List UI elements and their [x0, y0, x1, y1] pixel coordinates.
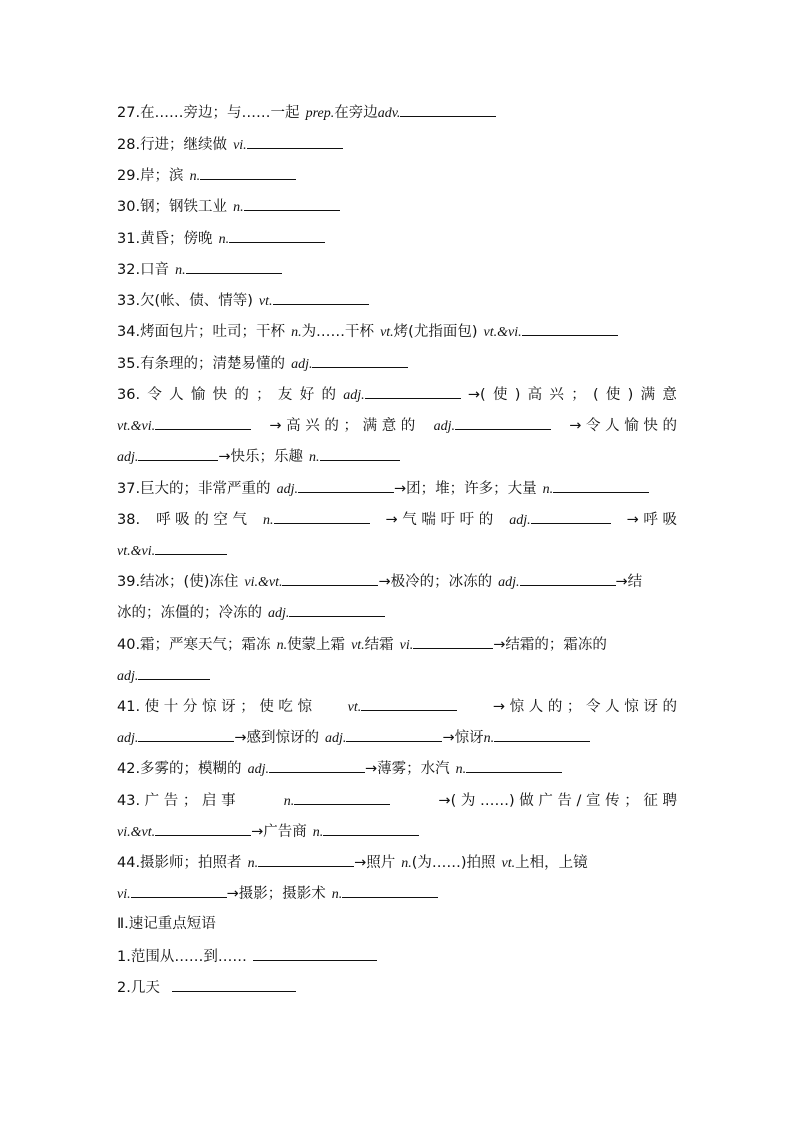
entry-meaning: 冰的；冻僵的；冷冻的: [117, 605, 262, 621]
entry-36-line-1: [117, 384, 677, 406]
entry-37: [117, 478, 677, 500]
entry-meaning: 欠(帐、债、情等): [140, 293, 253, 309]
entry-number: 33.: [117, 293, 141, 309]
char: 友: [277, 387, 293, 403]
answer-blank[interactable]: [244, 196, 340, 211]
entry-meaning: 44.摄影师；拍照者: [117, 855, 242, 871]
answer-blank[interactable]: [413, 634, 493, 649]
part-of-speech: adj.: [509, 513, 531, 528]
entry-42: [117, 758, 677, 780]
entry-33: [117, 290, 677, 312]
answer-blank[interactable]: [138, 446, 218, 461]
part-of-speech: n.: [312, 825, 324, 840]
pos-with-blank: [509, 509, 610, 531]
phrase-text: 1.范围从……到……: [117, 949, 247, 965]
part-of-speech: n.: [283, 794, 295, 809]
part-of-speech: n.: [247, 856, 259, 871]
answer-blank[interactable]: [200, 165, 296, 180]
char: 使: [605, 387, 621, 403]
entry-meaning: 烤(尤指面包): [393, 324, 478, 340]
part-of-speech: n.: [331, 887, 343, 902]
char: 令: [147, 387, 162, 403]
answer-blank[interactable]: [131, 883, 227, 898]
answer-blank[interactable]: [522, 321, 618, 336]
answer-blank[interactable]: [312, 353, 408, 368]
entry-number: 29.: [117, 168, 141, 184]
part-of-speech: n.: [218, 232, 230, 247]
answer-blank[interactable]: [138, 727, 234, 742]
char: 兴: [549, 387, 564, 403]
part-of-speech: vi.: [233, 138, 247, 153]
answer-blank[interactable]: [155, 821, 251, 836]
char: 满: [640, 387, 656, 403]
entry-number: 38.: [117, 512, 141, 528]
answer-blank[interactable]: [274, 509, 370, 524]
entry-number: 36.: [117, 387, 141, 403]
entry-meaning: →极冷的；冰冻的: [378, 574, 493, 590]
entry-number: 31.: [117, 231, 141, 247]
char: 快: [212, 387, 228, 403]
answer-blank[interactable]: [553, 478, 649, 493]
entry-29: [117, 165, 677, 187]
part-of-speech: adj.: [343, 388, 365, 403]
part-of-speech: vt.: [501, 856, 516, 871]
entry-38-line-1: [117, 509, 677, 531]
entry-31: [117, 228, 677, 250]
answer-blank[interactable]: [172, 977, 296, 992]
pos-with-blank: [263, 509, 370, 531]
answer-blank[interactable]: [258, 852, 354, 867]
char: 的: [321, 387, 336, 403]
char: (: [592, 387, 599, 403]
part-of-speech: n.: [175, 263, 186, 278]
answer-blank[interactable]: [298, 478, 394, 493]
answer-blank[interactable]: [342, 883, 438, 898]
entry-40-line-2: [117, 665, 677, 687]
answer-blank[interactable]: [520, 571, 616, 586]
entry-meaning: →广告商: [251, 824, 307, 840]
answer-blank[interactable]: [247, 134, 343, 149]
entry-meaning: 上相，上镜: [515, 855, 588, 871]
entry-meaning: 42.多雾的；模糊的: [117, 761, 242, 777]
part-of-speech: adv.: [377, 106, 401, 121]
char: 愉: [190, 387, 206, 403]
entry-meaning: →团；堆；许多；大量: [393, 481, 537, 497]
part-of-speech: adj.: [117, 731, 139, 746]
char: ): [627, 387, 634, 403]
entry-number: 28.: [117, 137, 141, 153]
part-of-speech: n.: [401, 856, 412, 871]
answer-blank[interactable]: [269, 758, 365, 773]
char: 的: [234, 387, 249, 403]
char: 好: [299, 387, 315, 403]
char: ；: [571, 387, 586, 403]
part-of-speech: n.: [542, 482, 554, 497]
entry-number: 32.: [117, 262, 141, 278]
entry-meaning: 39.结冰；(使)冻住: [117, 574, 239, 590]
entry-36-line-3: [117, 446, 677, 468]
answer-blank[interactable]: [289, 602, 385, 617]
part-of-speech: adj.: [117, 450, 139, 465]
answer-blank[interactable]: [466, 758, 562, 773]
entry-meaning: 烤面包片；吐司；干杯: [140, 324, 286, 340]
entry-meaning: → 气 喘 吁 吁 的: [385, 512, 494, 528]
entry-meaning: 结霜: [364, 637, 394, 653]
entry-meaning: 黄昏；傍晚: [140, 231, 213, 247]
answer-blank[interactable]: [346, 727, 442, 742]
entry-number: 27.: [117, 105, 141, 121]
answer-blank[interactable]: [282, 571, 378, 586]
entry-meaning: →感到惊讶的: [234, 730, 320, 746]
char: ): [514, 387, 521, 403]
phrase-text: 2.几天: [117, 980, 160, 996]
part-of-speech: vi.: [117, 887, 131, 902]
answer-blank[interactable]: [400, 102, 496, 117]
entry-meaning: (为……)拍照: [411, 855, 496, 871]
entry-meaning: 为……干杯: [301, 324, 375, 340]
char: 人: [169, 387, 184, 403]
char: 意: [662, 387, 677, 403]
char: 使: [492, 387, 508, 403]
part-of-speech: vt.&vi.: [483, 325, 522, 340]
entry-meaning: 钢；钢铁工业: [140, 199, 228, 215]
part-of-speech: n.: [233, 200, 244, 215]
entry-41-line-2: [117, 727, 677, 749]
phrase-1: [117, 946, 677, 967]
part-of-speech: vi.&vt.: [244, 575, 283, 590]
section-heading: Ⅱ.速记重点短语: [117, 916, 216, 932]
answer-blank[interactable]: [323, 821, 419, 836]
entry-32: [117, 259, 677, 281]
entry-40-line-1: [117, 634, 677, 656]
entry-meaning: →快乐；乐趣: [218, 449, 304, 465]
part-of-speech: n.: [483, 731, 495, 746]
answer-blank[interactable]: [155, 540, 227, 555]
answer-blank[interactable]: [294, 790, 390, 805]
answer-blank[interactable]: [253, 946, 377, 961]
part-of-speech: prep.: [305, 106, 335, 121]
entry-meaning: →结霜的；霜冻的: [493, 637, 607, 653]
answer-blank[interactable]: [186, 259, 282, 274]
char: 高: [527, 387, 543, 403]
answer-blank[interactable]: [273, 290, 369, 305]
entry-34: [117, 321, 677, 343]
part-of-speech: vt.: [347, 700, 362, 715]
entry-meaning: →结: [615, 574, 643, 590]
entry-meaning: 使蒙上霜: [287, 637, 346, 653]
part-of-speech: adj.: [433, 419, 455, 434]
entry-39-line-2: [117, 602, 677, 624]
entry-meaning: 岸；滨: [140, 168, 184, 184]
pos-with-blank: [284, 790, 391, 812]
entry-35: [117, 353, 677, 375]
pos-with-blank: [348, 696, 458, 718]
answer-blank[interactable]: [155, 415, 251, 430]
entry-meaning: →照片: [354, 855, 396, 871]
part-of-speech: adj.: [117, 669, 139, 684]
entry-41-line-1: [117, 696, 677, 718]
entry-number: 35.: [117, 356, 141, 372]
entry-28: [117, 134, 677, 156]
part-of-speech: vi.: [399, 638, 414, 653]
part-of-speech: n.: [455, 762, 467, 777]
entry-meaning: → 惊 人 的 ； 令 人 惊 讶 的: [492, 699, 677, 715]
part-of-speech: vi.&vt.: [117, 825, 156, 840]
part-of-speech: n.: [276, 638, 288, 653]
part-of-speech: n.: [189, 169, 201, 184]
entry-meaning: 41. 使 十 分 惊 讶 ； 使 吃 惊: [117, 699, 313, 715]
char: ；: [256, 387, 271, 403]
part-of-speech: adj.: [268, 606, 290, 621]
entry-meaning: 在……旁边；与……一起: [140, 105, 300, 121]
entry-43-line-1: [117, 790, 677, 812]
answer-blank[interactable]: [320, 446, 400, 461]
entry-39-line-1: [117, 571, 677, 593]
answer-blank[interactable]: [361, 696, 457, 711]
part-of-speech: n.: [291, 325, 302, 340]
part-of-speech: adj.: [325, 731, 347, 746]
entry-meaning: 呼 吸 的 空 气: [156, 512, 247, 528]
entry-meaning: →惊讶: [442, 730, 484, 746]
part-of-speech: vt.: [380, 325, 394, 340]
answer-blank[interactable]: [138, 665, 210, 680]
part-of-speech: adj.: [498, 575, 520, 590]
part-of-speech: adj.: [291, 357, 313, 372]
part-of-speech: vt.: [351, 638, 365, 653]
entry-44-line-1: [117, 852, 677, 874]
arrow: →(: [467, 387, 486, 403]
entry-27: [117, 102, 677, 124]
entry-meaning: 43. 广 告 ； 启 事: [117, 793, 236, 809]
entry-36-line-2: [117, 415, 677, 437]
part-of-speech: n.: [263, 513, 274, 528]
entry-meaning: →薄雾；水汽: [364, 761, 450, 777]
entry-meaning: → 高 兴 的 ； 满 意 的: [269, 418, 416, 434]
entry-30: [117, 196, 677, 218]
entry-number: 34.: [117, 324, 141, 340]
entry-meaning: 行进；继续做: [140, 137, 228, 153]
entry-43-line-2: [117, 821, 677, 843]
entry-number: 30.: [117, 199, 141, 215]
answer-blank[interactable]: [455, 415, 551, 430]
part-of-speech: vt.&vi.: [117, 544, 156, 559]
entry-meaning: 在旁边: [334, 105, 378, 121]
entry-meaning: →( 为 ……) 做 广 告 / 宣 传 ； 征 聘: [438, 793, 677, 809]
part-of-speech: n.: [309, 450, 320, 465]
answer-blank[interactable]: [531, 509, 611, 524]
phrase-2: [117, 977, 677, 998]
entry-meaning: 有条理的；清楚易懂的: [140, 356, 286, 372]
answer-blank[interactable]: [365, 384, 461, 399]
entry-meaning: 巨大的；非常严重的: [140, 481, 271, 497]
entry-meaning: 口音: [140, 262, 170, 278]
pos-with-blank: [117, 415, 251, 437]
entry-38-line-2: [117, 540, 677, 562]
part-of-speech: adj.: [247, 762, 269, 777]
pos-with-blank: [434, 415, 551, 437]
entry-meaning: → 令 人 愉 快 的: [569, 418, 677, 434]
answer-blank[interactable]: [494, 727, 590, 742]
entry-meaning: →摄影；摄影术: [226, 886, 326, 902]
answer-blank[interactable]: [229, 228, 325, 243]
entry-44-line-2: [117, 883, 677, 905]
part-of-speech-with-blank: [343, 384, 460, 406]
part-of-speech: adj.: [276, 482, 298, 497]
entry-number: 37.: [117, 481, 141, 497]
entry-meaning: 40.霜；严寒天气；霜冻: [117, 637, 271, 653]
part-of-speech: vt.&vi.: [117, 419, 156, 434]
entry-meaning: → 呼 吸: [626, 512, 677, 528]
part-of-speech: vt.: [258, 294, 273, 309]
